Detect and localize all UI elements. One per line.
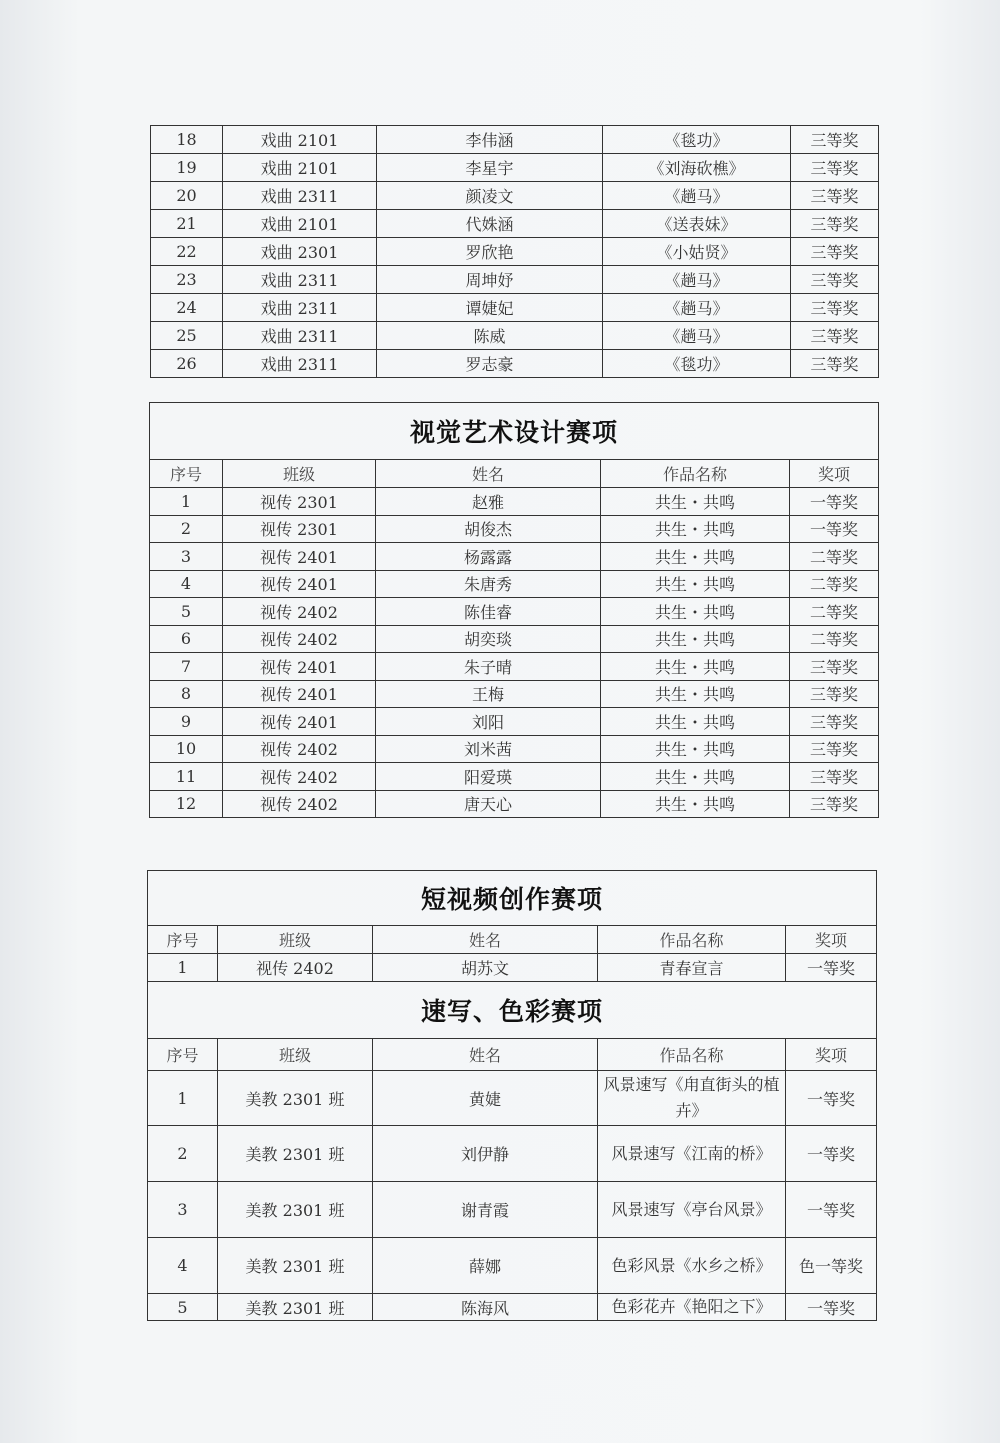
cell-index: 6 [150, 625, 223, 653]
cell-index: 22 [151, 238, 223, 266]
cell-award: 二等奖 [790, 543, 879, 571]
cell-index: 26 [151, 350, 223, 378]
cell-class: 视传 2401 [223, 708, 376, 736]
cell-class: 戏曲 2311 [223, 182, 377, 210]
cell-index: 20 [151, 182, 223, 210]
header-name: 姓名 [376, 460, 601, 488]
cell-index: 3 [150, 543, 223, 571]
short-video-and-sketch-table [147, 870, 877, 1321]
cell-award: 二等奖 [790, 570, 879, 598]
cell-class: 视传 2301 [223, 488, 376, 516]
cell-name: 颜凌文 [377, 182, 603, 210]
cell-index: 9 [150, 708, 223, 736]
cell-award: 一等奖 [786, 1126, 877, 1182]
table-row [151, 126, 879, 154]
cell-work-title: 《趟马》 [603, 266, 791, 294]
cell-index: 1 [150, 488, 223, 516]
table-row [148, 1294, 877, 1321]
table-row [150, 763, 879, 791]
section-title-sketch-color: 速写、色彩赛项 [148, 982, 877, 1039]
cell-class: 戏曲 2301 [223, 238, 377, 266]
cell-award: 三等奖 [790, 653, 879, 681]
table-row [150, 570, 879, 598]
table-row [151, 266, 879, 294]
cell-work-title: 色彩风景《水乡之桥》 [598, 1238, 786, 1294]
cell-work-title: 共生・共鸣 [601, 515, 790, 543]
table-row [150, 680, 879, 708]
cell-name: 唐天心 [376, 790, 601, 818]
cell-index: 12 [150, 790, 223, 818]
cell-class: 戏曲 2311 [223, 294, 377, 322]
cell-name: 陈佳睿 [376, 598, 601, 626]
table-row [148, 1238, 877, 1294]
cell-work-title: 《毯功》 [603, 126, 791, 154]
cell-index: 8 [150, 680, 223, 708]
opera-awards-table [150, 125, 879, 378]
cell-name: 陈海风 [373, 1294, 598, 1321]
cell-name: 代姝涵 [377, 210, 603, 238]
cell-award: 一等奖 [786, 1071, 877, 1126]
cell-index: 4 [150, 570, 223, 598]
cell-award: 三等奖 [791, 350, 879, 378]
cell-class: 戏曲 2311 [223, 322, 377, 350]
cell-work-title: 共生・共鸣 [601, 598, 790, 626]
cell-index: 10 [150, 735, 223, 763]
cell-name: 罗欣艳 [377, 238, 603, 266]
cell-index: 1 [148, 954, 218, 982]
cell-work-title: 风景速写《甪直街头的植卉》 [598, 1071, 786, 1126]
cell-name: 刘伊静 [373, 1126, 598, 1182]
header-award: 奖项 [786, 1039, 877, 1071]
cell-class: 视传 2401 [223, 653, 376, 681]
cell-name: 朱子晴 [376, 653, 601, 681]
cell-name: 刘米茜 [376, 735, 601, 763]
table-row [148, 1182, 877, 1238]
cell-work-title: 共生・共鸣 [601, 625, 790, 653]
cell-work-title: 《毯功》 [603, 350, 791, 378]
cell-class: 戏曲 2101 [223, 154, 377, 182]
cell-work-title: 共生・共鸣 [601, 735, 790, 763]
cell-name: 李星宇 [377, 154, 603, 182]
cell-award: 三等奖 [791, 154, 879, 182]
cell-index: 19 [151, 154, 223, 182]
table-row [150, 708, 879, 736]
cell-class: 美教 2301 班 [218, 1238, 373, 1294]
cell-award: 三等奖 [791, 322, 879, 350]
table-row [150, 543, 879, 571]
cell-index: 2 [148, 1126, 218, 1182]
table-row [151, 294, 879, 322]
cell-index: 25 [151, 322, 223, 350]
table-row [151, 350, 879, 378]
cell-work-title: 共生・共鸣 [601, 763, 790, 791]
header-index: 序号 [148, 926, 218, 954]
cell-name: 刘阳 [376, 708, 601, 736]
cell-work-title: 《趟马》 [603, 322, 791, 350]
cell-index: 18 [151, 126, 223, 154]
cell-work-title: 《送表妹》 [603, 210, 791, 238]
cell-award: 一等奖 [790, 515, 879, 543]
cell-name: 李伟涵 [377, 126, 603, 154]
cell-index: 5 [148, 1294, 218, 1321]
cell-name: 黄婕 [373, 1071, 598, 1126]
cell-index: 23 [151, 266, 223, 294]
cell-award: 色一等奖 [786, 1238, 877, 1294]
cell-class: 视传 2402 [223, 598, 376, 626]
cell-name: 王梅 [376, 680, 601, 708]
cell-award: 三等奖 [791, 266, 879, 294]
cell-award: 三等奖 [791, 294, 879, 322]
cell-name: 陈威 [377, 322, 603, 350]
cell-name: 周坤妤 [377, 266, 603, 294]
cell-name: 罗志豪 [377, 350, 603, 378]
cell-class: 美教 2301 班 [218, 1126, 373, 1182]
header-index: 序号 [148, 1039, 218, 1071]
cell-work-title: 《小姑贤》 [603, 238, 791, 266]
cell-award: 三等奖 [790, 790, 879, 818]
cell-index: 11 [150, 763, 223, 791]
cell-award: 三等奖 [791, 210, 879, 238]
section-title-short-video: 短视频创作赛项 [148, 871, 877, 926]
cell-work-title: 共生・共鸣 [601, 488, 790, 516]
cell-name: 赵雅 [376, 488, 601, 516]
table-row [150, 653, 879, 681]
header-work-title: 作品名称 [601, 460, 790, 488]
cell-work-title: 共生・共鸣 [601, 570, 790, 598]
cell-name: 薛娜 [373, 1238, 598, 1294]
cell-class: 戏曲 2311 [223, 350, 377, 378]
cell-index: 5 [150, 598, 223, 626]
cell-award: 三等奖 [790, 680, 879, 708]
table-row [150, 625, 879, 653]
table-row [151, 238, 879, 266]
cell-class: 视传 2402 [223, 625, 376, 653]
table-row [151, 322, 879, 350]
cell-work-title: 风景速写《亭台风景》 [598, 1182, 786, 1238]
table-row [148, 1071, 877, 1126]
cell-class: 视传 2401 [223, 680, 376, 708]
cell-award: 一等奖 [786, 1294, 877, 1321]
cell-class: 视传 2402 [223, 735, 376, 763]
cell-work-title: 《趟马》 [603, 294, 791, 322]
cell-name: 胡俊杰 [376, 515, 601, 543]
cell-index: 21 [151, 210, 223, 238]
cell-name: 朱唐秀 [376, 570, 601, 598]
cell-work-title: 《刘海砍樵》 [603, 154, 791, 182]
cell-index: 1 [148, 1071, 218, 1126]
table-row [151, 182, 879, 210]
cell-class: 美教 2301 班 [218, 1071, 373, 1126]
cell-award: 二等奖 [790, 598, 879, 626]
table-row [151, 154, 879, 182]
cell-name: 谭婕妃 [377, 294, 603, 322]
cell-work-title: 色彩花卉《艳阳之下》 [598, 1294, 786, 1321]
table-row [150, 598, 879, 626]
header-class: 班级 [218, 1039, 373, 1071]
table-row [150, 488, 879, 516]
cell-index: 7 [150, 653, 223, 681]
table-row [151, 210, 879, 238]
cell-award: 三等奖 [791, 182, 879, 210]
section-title-visual-art: 视觉艺术设计赛项 [150, 403, 879, 460]
header-class: 班级 [218, 926, 373, 954]
cell-class: 视传 2401 [223, 543, 376, 571]
header-award: 奖项 [786, 926, 877, 954]
cell-class: 视传 2402 [223, 763, 376, 791]
cell-work-title: 风景速写《江南的桥》 [598, 1126, 786, 1182]
header-work-title: 作品名称 [598, 1039, 786, 1071]
cell-award: 三等奖 [791, 126, 879, 154]
header-name: 姓名 [373, 926, 598, 954]
cell-name: 谢青霞 [373, 1182, 598, 1238]
cell-index: 4 [148, 1238, 218, 1294]
cell-index: 3 [148, 1182, 218, 1238]
cell-work-title: 共生・共鸣 [601, 708, 790, 736]
header-index: 序号 [150, 460, 223, 488]
cell-work-title: 青春宣言 [598, 954, 786, 982]
cell-award: 一等奖 [790, 488, 879, 516]
cell-award: 一等奖 [786, 1182, 877, 1238]
cell-class: 视传 2401 [223, 570, 376, 598]
cell-work-title: 共生・共鸣 [601, 680, 790, 708]
table-row [150, 790, 879, 818]
cell-award: 三等奖 [790, 735, 879, 763]
cell-class: 视传 2301 [223, 515, 376, 543]
table-row [148, 1126, 877, 1182]
header-award: 奖项 [790, 460, 879, 488]
cell-class: 戏曲 2101 [223, 210, 377, 238]
cell-class: 戏曲 2101 [223, 126, 377, 154]
cell-name: 胡苏文 [373, 954, 598, 982]
visual-art-table [149, 402, 879, 818]
cell-class: 戏曲 2311 [223, 266, 377, 294]
cell-index: 24 [151, 294, 223, 322]
cell-award: 二等奖 [790, 625, 879, 653]
cell-work-title: 共生・共鸣 [601, 790, 790, 818]
cell-award: 三等奖 [790, 763, 879, 791]
cell-class: 美教 2301 班 [218, 1182, 373, 1238]
cell-work-title: 共生・共鸣 [601, 653, 790, 681]
table-row [150, 515, 879, 543]
cell-index: 2 [150, 515, 223, 543]
cell-name: 胡奕琰 [376, 625, 601, 653]
header-name: 姓名 [373, 1039, 598, 1071]
header-class: 班级 [223, 460, 376, 488]
table-row [150, 735, 879, 763]
cell-class: 视传 2402 [223, 790, 376, 818]
cell-award: 三等奖 [791, 238, 879, 266]
cell-class: 美教 2301 班 [218, 1294, 373, 1321]
cell-work-title: 共生・共鸣 [601, 543, 790, 571]
cell-name: 杨露露 [376, 543, 601, 571]
cell-work-title: 《趟马》 [603, 182, 791, 210]
cell-award: 三等奖 [790, 708, 879, 736]
header-work-title: 作品名称 [598, 926, 786, 954]
cell-name: 阳爱瑛 [376, 763, 601, 791]
cell-class: 视传 2402 [218, 954, 373, 982]
cell-award: 一等奖 [786, 954, 877, 982]
